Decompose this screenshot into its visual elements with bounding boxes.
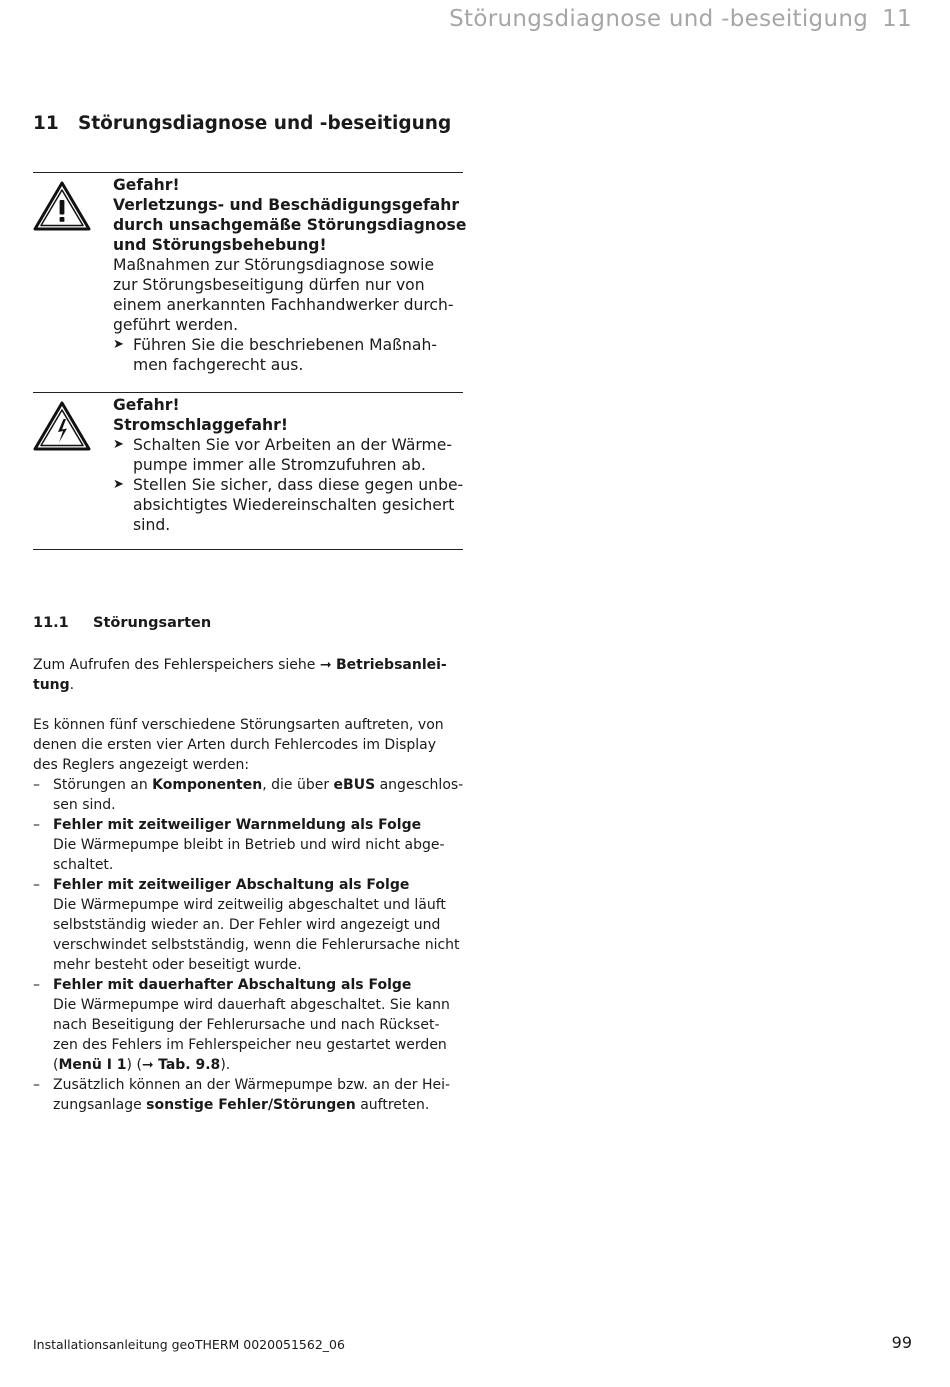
divider <box>33 172 463 173</box>
list-text: Zusätzlich können an der Wärmepumpe bzw. an der Hei- <box>53 1077 451 1093</box>
running-header-title: Störungsdiagnose und -beseitigung <box>449 6 869 32</box>
list-dash: – <box>33 817 40 833</box>
manual-reference-link[interactable]: tung <box>33 677 70 693</box>
list-text: auftreten. <box>355 1097 430 1113</box>
section-number: 11.1 <box>33 615 69 631</box>
list-dash: – <box>33 877 40 893</box>
arrowhead-bullet-icon: ➤ <box>113 437 124 452</box>
list-dash: – <box>33 1077 40 1093</box>
warning-headline-line: und Störungsbehebung! <box>113 236 327 254</box>
divider <box>33 549 463 550</box>
warning-step-line: Schalten Sie vor Arbeiten an der Wärme- <box>133 436 452 454</box>
intro-text: Zum Aufrufen des Fehlerspeichers siehe <box>33 657 320 673</box>
arrowhead-bullet-icon: ➤ <box>113 337 124 352</box>
warning-step-line: Stellen Sie sicher, dass diese gegen unbe- <box>133 476 464 494</box>
list-item-heading: Fehler mit zeitweiliger Warnmeldung als Folge <box>53 817 422 833</box>
list-text: zungsanlage <box>53 1097 147 1113</box>
warning-step-line: absichtigtes Wiedereinschalten gesichert <box>133 496 455 514</box>
reference-arrow-icon: ➞ <box>319 657 332 673</box>
list-item-heading: Fehler mit dauerhafter Abschaltung als Folge <box>53 977 412 993</box>
warning-step-line: men fachgerecht aus. <box>133 356 304 374</box>
manual-reference-link[interactable]: Betriebsanlei- <box>336 657 447 673</box>
list-item <box>33 1075 465 1115</box>
list-text: nach Beseitigung der Fehlerursache und nach Rückset- <box>53 1017 440 1033</box>
warning-body-line: zur Störungsbeseitigung dürfen nur von <box>113 276 425 294</box>
warning-body-line: einem anerkannten Fachhandwerker durch- <box>113 296 454 314</box>
list-text: mehr besteht oder beseitigt wurde. <box>53 957 302 973</box>
warning-step-line: sind. <box>133 516 171 534</box>
list-item <box>33 775 465 815</box>
running-header <box>449 6 912 32</box>
list-bold: Komponenten <box>152 777 263 793</box>
section-title: Störungsarten <box>93 615 212 631</box>
paragraph-line: Es können fünf verschiedene Störungsarten auftreten, von <box>33 717 444 733</box>
footer-doc-info: Installationsanleitung geoTHERM 0020051562_06 <box>33 1337 345 1352</box>
menu-reference: Menü I 1 <box>58 1057 127 1073</box>
warning-label: Gefahr! <box>113 176 180 194</box>
chapter-heading <box>33 113 451 134</box>
list-item <box>33 875 465 975</box>
warning-step <box>113 435 468 475</box>
list-text: ) ( <box>126 1057 142 1073</box>
paragraph-line: des Reglers angezeigt werden: <box>33 757 250 773</box>
list-text: zen des Fehlers im Fehlerspeicher neu gestartet werden <box>53 1037 447 1053</box>
list-item <box>33 815 465 875</box>
list-text: Die Wärmepumpe wird zeitweilig abgeschaltet und läuft <box>53 897 446 913</box>
warning-headline-line: Verletzungs- und Beschädigungsgefahr <box>113 196 460 214</box>
list-text: Die Wärmepumpe wird dauerhaft abgeschaltet. Sie kann <box>53 997 450 1013</box>
list-bold: sonstige Fehler/Störungen <box>146 1097 356 1113</box>
list-text: selbstständig wieder an. Der Fehler wird angezeigt und <box>53 917 441 933</box>
warning-body-line: Maßnahmen zur Störungsdiagnose sowie <box>113 256 435 274</box>
list-text: ( <box>53 1057 59 1073</box>
list-text: ). <box>220 1057 231 1073</box>
paragraph-line: denen die ersten vier Arten durch Fehlercodes im Display <box>33 737 437 753</box>
reference-arrow-icon: ➞ <box>141 1057 154 1073</box>
warning-step <box>113 335 468 375</box>
list-dash: – <box>33 777 40 793</box>
warning-exclamation-icon <box>33 181 91 231</box>
warning-danger-electric-shock <box>113 395 468 535</box>
warning-step <box>113 475 468 535</box>
electric-shock-warning-icon <box>33 401 91 451</box>
list-text: Die Wärmepumpe bleibt in Betrieb und wird nicht abge- <box>53 837 445 853</box>
list-dash: – <box>33 977 40 993</box>
warning-danger-injury <box>113 175 468 375</box>
list-item <box>33 975 465 1075</box>
divider <box>33 392 463 393</box>
list-text: , die über <box>262 777 334 793</box>
list-item-heading: Fehler mit zeitweiliger Abschaltung als Folge <box>53 877 410 893</box>
intro-punctuation: . <box>69 677 75 693</box>
warning-step-line: Führen Sie die beschriebenen Maßnah- <box>133 336 437 354</box>
chapter-number: 11 <box>33 113 59 134</box>
warning-headline-line: durch unsachgemäße Störungsdiagnose <box>113 216 467 234</box>
chapter-title: Störungsdiagnose und -beseitigung <box>78 113 452 134</box>
warning-label: Gefahr! <box>113 396 180 414</box>
list-text: angeschlos- <box>375 777 464 793</box>
running-header-chapter-number: 11 <box>882 6 912 32</box>
arrowhead-bullet-icon: ➤ <box>113 477 124 492</box>
page-number: 99 <box>891 1333 912 1352</box>
list-text: schaltet. <box>53 857 114 873</box>
warning-headline-line: Stromschlaggefahr! <box>113 416 288 434</box>
intro-paragraph <box>33 655 465 695</box>
fault-types-description <box>33 715 465 1115</box>
section-heading <box>33 615 211 631</box>
table-reference-link[interactable]: Tab. 9.8 <box>158 1057 221 1073</box>
warning-step-line: pumpe immer alle Stromzufuhren ab. <box>133 456 426 474</box>
list-bold: eBUS <box>333 777 376 793</box>
list-text: Störungen an <box>53 777 153 793</box>
list-text: verschwindet selbstständig, wenn die Fehlerursache nicht <box>53 937 460 953</box>
list-text: sen sind. <box>53 797 116 813</box>
warning-body-line: geführt werden. <box>113 316 239 334</box>
